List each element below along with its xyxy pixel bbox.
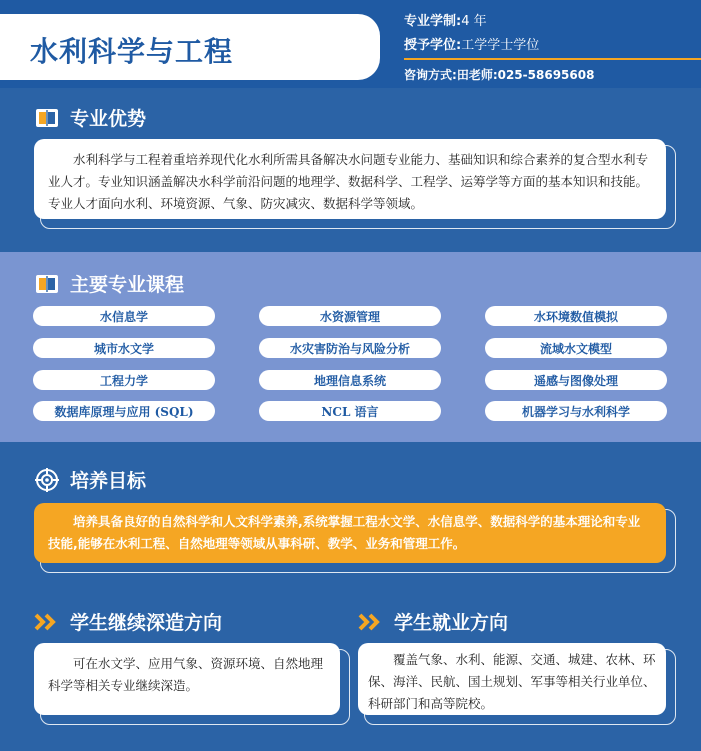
contact-label: 咨询方式: [404,68,457,82]
divider [404,58,701,60]
goal-card [34,503,666,563]
duration-value: 4 年 [461,14,487,29]
course-pill: 地理信息系统 [259,370,441,390]
employment-heading [358,608,508,635]
goal-text: 培养具备良好的自然科学和人文科学素养,系统掌握工程水文学、水信息学、数据科学的基本理论和专业技能,能够在水利工程、自然地理等领域从事科研、教学、业务和管理工作。 [48,514,641,551]
further-study-heading [34,608,222,635]
target-icon [34,468,60,492]
book-icon [34,272,60,296]
book-icon [34,106,60,130]
employment-text: 覆盖气象、水利、能源、交通、城建、农林、环保、海洋、民航、国土规划、军事等相关行业单位、科研部门和高等院校。 [368,652,656,711]
course-pill: 工程力学 [33,370,215,390]
course-pill: 数据库原理与应用 (SQL) [33,401,215,421]
degree-row [404,34,539,53]
degree-label: 授予学位: [404,38,462,53]
further-study-card [34,643,340,715]
course-pill: 水灾害防治与风险分析 [259,338,441,358]
double-chevron-icon [358,610,384,634]
advantage-heading-text: 专业优势 [70,108,147,130]
duration-label: 专业学制: [404,14,462,29]
page-title: 水利科学与工程 [30,35,234,68]
course-pill: 水环境数值模拟 [485,306,667,326]
double-chevron-icon [34,610,60,634]
employment-card [358,643,666,715]
course-pill: 水信息学 [33,306,215,326]
goal-heading-text: 培养目标 [70,470,147,492]
goal-heading [34,466,146,493]
further-study-text: 可在水文学、应用气象、资源环境、自然地理科学等相关专业继续深造。 [48,656,324,693]
advantage-card [34,139,666,219]
course-pill: 机器学习与水利科学 [485,401,667,421]
courses-heading [34,270,184,297]
course-pill: 城市水文学 [33,338,215,358]
employment-heading-text: 学生就业方向 [394,612,509,634]
advantage-heading [34,104,146,131]
course-pill: 水资源管理 [259,306,441,326]
duration-row [404,10,487,29]
further-study-heading-text: 学生继续深造方向 [70,612,223,634]
course-pill: 遥感与图像处理 [485,370,667,390]
degree-value: 工学学士学位 [461,38,540,53]
advantage-text: 水利科学与工程着重培养现代化水利所需具备解决水问题专业能力、基础知识和综合素养的复合型水利专业人才。专业知识涵盖解决水科学前沿问题的地理学、数据科学、工程学、运筹学等方面的基本知识和技能。专业人才面向水利、环境资源、气象、防灾减灾、数据科学等领域。 [48,152,649,211]
courses-heading-text: 主要专业课程 [70,274,185,296]
contact-row [404,66,594,83]
course-pill: 流域水文模型 [485,338,667,358]
contact-value: 田老师:025-58695608 [456,68,595,82]
course-pill: NCL 语言 [259,401,441,421]
title-card [0,14,380,80]
